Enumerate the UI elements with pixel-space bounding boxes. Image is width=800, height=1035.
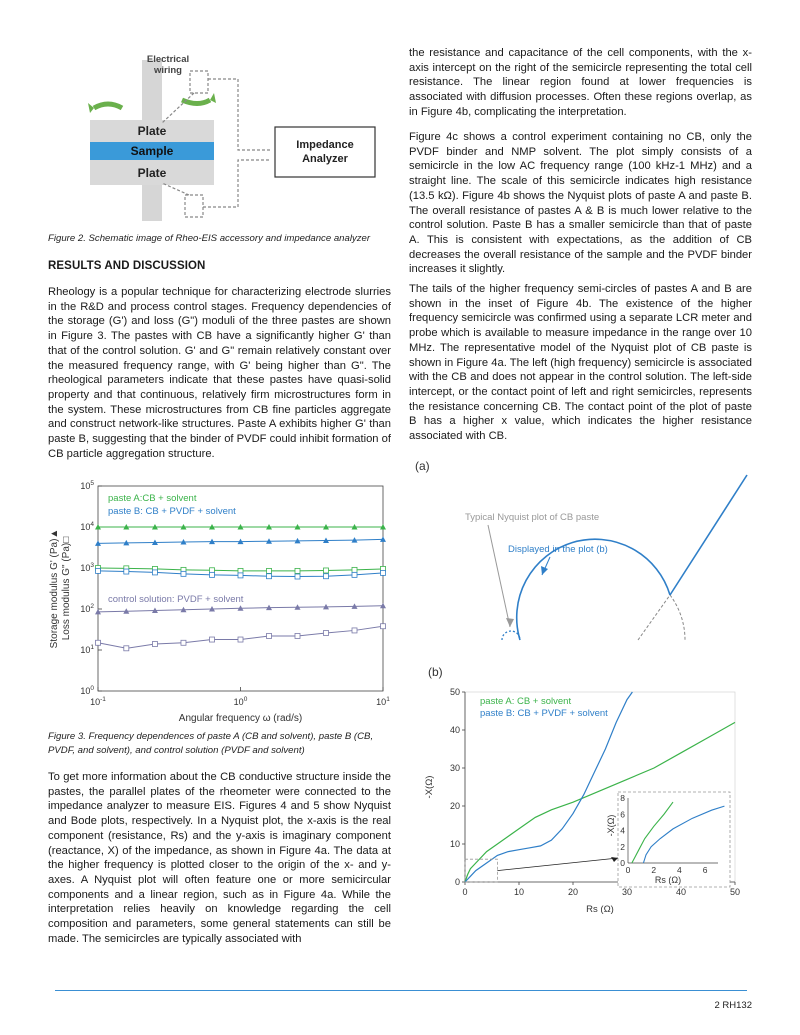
figure4b-chart — [410, 660, 755, 925]
inset-x-axis-label: Rs (Ω) — [654, 875, 682, 885]
x-tick-label: 10 — [513, 887, 525, 897]
x-tick-label: 50 — [729, 887, 741, 897]
y-axis-label: -X(Ω) — [424, 775, 435, 799]
legend-paste-a: paste A: CB + solvent — [480, 696, 572, 707]
inset-x-tick-label: 6 — [702, 865, 708, 875]
rotation-arrow-left-icon — [94, 104, 122, 108]
rheometer-base — [142, 185, 162, 221]
y-tick-label: $10^0$ — [80, 685, 94, 696]
data-point — [295, 574, 300, 579]
x-tick-label: $10^1$ — [376, 696, 390, 707]
sample-label: Sample — [130, 144, 174, 158]
right-paragraph-2: Figure 4c shows a control experiment containing no CB, only the PVDF binder and NMP solvent. The plot simply consists of a semicircle in the low AC frequency range (100 kHz-1 MHz) and a straight line. The scale of this semicircle indicates high resistance (13.5 kΩ). Figure 4b shows the Nyquist plots of paste A and paste B. The overall resistance of pastes A & B is much lower relative to the control solution. Paste B has a smaller semicircle than that of paste A. This is consistent with expectations, as the addition of CB decreases the overall resistance of the sample and the PVDF binder increases it slightly. — [409, 131, 752, 276]
figure2-caption: Figure 2. Schematic image of Rheo-EIS accessory and impedance analyzer — [48, 233, 371, 244]
data-point — [181, 640, 186, 645]
zoom-arrow — [497, 858, 618, 871]
x-tick-label: 20 — [567, 887, 579, 897]
left-paragraph-2: To get more information about the CB conductive structure inside the pastes, the parallel plates of the rheometer were connected to the impedance analyzer to measure EIS. Figures 4 and 5 show Nyquist and Bode plots, respectively. In a Nyquist plot, the x-axis is the real component (resistance, Rs) and the y-axis is imaginary component (reactance, X) of the impedance, as shown in Figure 4a. The data at the higher frequency is plotted closer to the origin of the x- and y- axes. A Nyquist plot will often feature one or more semicircular components and a linear region, such as in Figure 4a. While the interpretation relies heavily on knowledge regarding the cell composition and parameters, some general statements can still be made. The semicircles are typically associated with — [48, 771, 391, 945]
data-point — [96, 568, 101, 573]
right-paragraph-1: the resistance and capacitance of the cell components, with the x-axis intercept on the right of the semicircle representing the total cell resistance. The linear region found at lower frequencies is associated with diffusion processes. Often these regions overlap, as in Figure 4b, complicating the interpretation. — [409, 47, 752, 118]
panel-a-label: (a) — [415, 459, 430, 473]
panel-b-label: (b) — [428, 665, 443, 679]
data-point — [124, 646, 129, 651]
data-point — [352, 572, 357, 577]
inset-y-tick-label: 8 — [620, 793, 625, 803]
figure3-chart — [45, 478, 395, 728]
x-tick-label: 0 — [462, 887, 468, 897]
impedance-analyzer-box — [275, 127, 375, 177]
electrical-wiring-label-1: Electrical — [146, 54, 190, 65]
y-tick-label: 30 — [449, 763, 460, 773]
analyzer-label-2: Analyzer — [302, 153, 348, 165]
data-point — [267, 574, 272, 579]
x-axis-label: Rs (Ω) — [586, 904, 614, 915]
data-point — [295, 633, 300, 638]
legend-control: control solution: PVDF + solvent — [108, 594, 244, 605]
plate-bottom-label: Plate — [137, 166, 167, 180]
x-tick-label: $10^0$ — [233, 696, 248, 707]
y-tick-label: $10^5$ — [80, 480, 94, 491]
inset-y-tick-label: 6 — [620, 809, 625, 820]
inset-y-axis-label: -X(Ω) — [606, 814, 616, 837]
data-point — [124, 569, 129, 574]
data-point — [152, 642, 157, 647]
data-point — [238, 573, 243, 578]
data-point — [96, 640, 101, 645]
section-heading: RESULTS AND DISCUSSION — [48, 260, 206, 272]
legend-paste-b: paste B: CB + PVDF + solvent — [108, 506, 236, 517]
plate-top-label: Plate — [137, 124, 167, 138]
data-point — [210, 637, 215, 642]
data-point — [295, 568, 300, 573]
inset-x-tick-label: 0 — [625, 865, 631, 875]
inset-y-tick-label: 4 — [620, 825, 625, 836]
annotation-typical: Typical Nyquist plot of CB paste — [465, 512, 600, 523]
data-point — [352, 628, 357, 633]
y-tick-label: $10^4$ — [80, 521, 94, 532]
x-tick-label: 40 — [675, 887, 687, 897]
data-point — [267, 633, 272, 638]
figure2-schematic — [60, 45, 390, 230]
figure4a-diagram — [410, 455, 755, 655]
data-point — [352, 567, 357, 572]
data-point — [323, 630, 328, 635]
inset-y-tick-label: 2 — [620, 841, 625, 852]
nyquist-series-1 — [465, 692, 632, 882]
x-axis-label: Angular frequency ω (rad/s) — [178, 713, 303, 724]
x-tick-label: $10^{-1}$ — [90, 696, 106, 707]
y-tick-label: $10^1$ — [80, 644, 94, 655]
data-point — [152, 570, 157, 575]
legend-paste-a: paste A:CB + solvent — [108, 493, 197, 504]
data-point — [238, 637, 243, 642]
y-tick-label: 10 — [449, 839, 460, 849]
data-point — [381, 570, 386, 575]
analyzer-label-1: Impedance — [296, 139, 354, 151]
y-tick-label: 40 — [449, 725, 460, 735]
y-tick-label: $10^2$ — [80, 603, 94, 614]
footer-rule — [55, 990, 747, 991]
inset-x-tick-label: 2 — [651, 865, 657, 875]
y-axis-label-storage: Storage modulus G' (Pa)▲ — [49, 528, 60, 649]
y-tick-label: 50 — [449, 687, 460, 697]
inset-box — [618, 792, 730, 887]
electrical-wiring-label-2: wiring — [154, 65, 182, 76]
data-point — [267, 568, 272, 573]
y-axis-label-loss: Loss modulus G" (Pa)□ — [61, 536, 72, 641]
data-point — [323, 574, 328, 579]
y-tick-label: 0 — [454, 877, 460, 887]
data-point — [181, 571, 186, 576]
data-point — [381, 624, 386, 629]
data-point — [323, 568, 328, 573]
data-point — [210, 572, 215, 577]
inset-x-tick-label: 4 — [677, 865, 682, 875]
y-tick-label: 20 — [449, 801, 460, 811]
y-tick-label: $10^3$ — [80, 562, 94, 573]
left-paragraph-1: Rheology is a popular technique for characterizing electrode slurries in the R&D and process control stages. Frequency dependencies of the storage (G') and loss (G") moduli of the three pastes are shown in Figure 3. The pastes with CB have a significantly higher G' than that of the control solution. G' and G" remain relatively constant over the measured frequency range, with G' being higher than G". The rheological parameters indicate that these pastes have quasi-solid property and that continuous, relatively firm microstructures form in the system. These microstructures from CB fine particles aggregate and construct network-like structures. Paste A exhibits higher G' than paste B, suggesting that the binder of PVDF could inhibit formation of CB particle aggregation structure. — [48, 286, 391, 460]
figure3-caption: Figure 3. Frequency dependences of paste A (CB and solvent), paste B (CB, PVDF, and solvent), and control solution (PVDF and solvent) — [48, 731, 374, 756]
x-tick-label: 30 — [621, 887, 633, 897]
page-footer: 2 RH132 — [714, 1000, 752, 1011]
right-paragraph-3: The tails of the higher frequency semi-circles of pastes A and B are shown in the inset of Figure 4b. The existence of the higher frequency semicircle was confirmed using a separate LCR meter and probe which is available to measure impedance in the range over 10 MHz. The representative model of the Nyquist plot of CB paste is shown in Figure 4a. The left (high frequency) semicircle is associated with the CB and does not appear in the control solution. The left-side intercept, or the contact point of left and right semicircles, represents the resistance concerning CB. The contact point of the plot of paste B has a higher x value, which indicates the higher resistance associated with CB. — [409, 283, 752, 443]
diffusion-line — [670, 475, 747, 595]
annotation-displayed: Displayed in the plot (b) — [508, 544, 608, 555]
legend-paste-b: paste B: CB + PVDF + solvent — [480, 708, 608, 719]
inset-y-tick-label: 0 — [620, 858, 625, 868]
